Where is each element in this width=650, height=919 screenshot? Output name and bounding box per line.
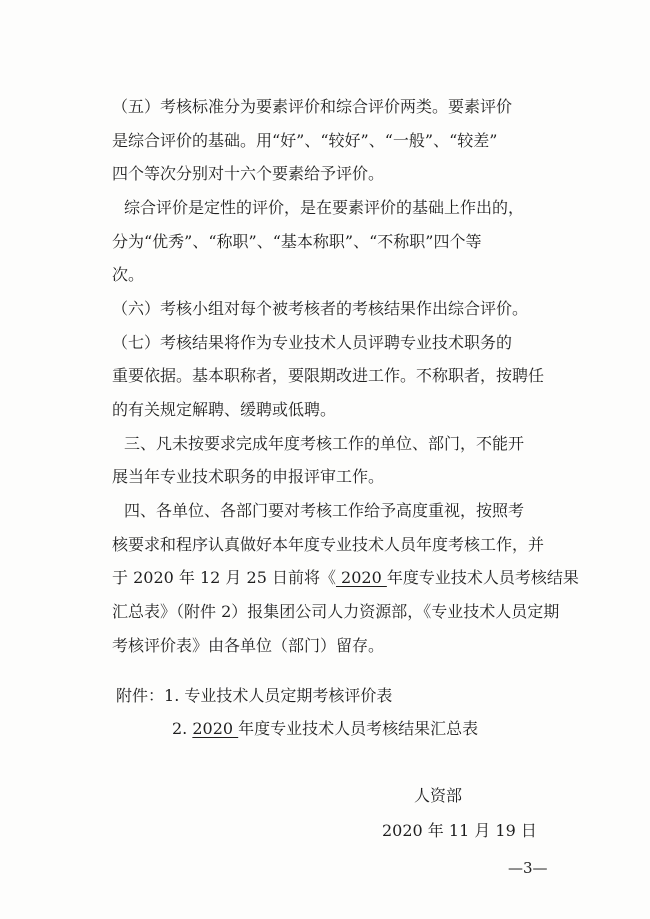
body-line: 重要依据。基本职称者，要限期改进工作。不称职者，按聘任 [112, 366, 545, 385]
body-line: （七）考核结果将作为专业技术人员评聘专业技术职务的 [112, 333, 513, 352]
body-text: 年度专业技术人员考核结果 [386, 568, 579, 587]
attachment-item-prefix: 2. [172, 719, 193, 738]
signature-org: 人资部 [414, 786, 463, 805]
attachment-item: 1. 专业技术人员定期考核评价表 [164, 686, 393, 705]
body-line: 分为“优秀”、“称职”、“基本称职”、“不称职”四个等 [112, 232, 482, 251]
body-line: 次。 [112, 265, 145, 284]
attachments-line-2 [172, 719, 478, 739]
body-line: 考核评价表》由各单位（部门）留存。 [112, 636, 385, 655]
body-line: 是综合评价的基础。用“好”、“较好”、“一般”、“较差” [112, 131, 498, 150]
body-line: （六）考核小组对每个被考核者的考核结果作出综合评价。 [112, 299, 529, 318]
page-number: —3— [508, 859, 548, 877]
body-line: （五）考核标准分为要素评价和综合评价两类。要素评价 [112, 97, 513, 116]
body-line: 的有关规定解聘、缓聘或低聘。 [112, 400, 337, 419]
body-line: 展当年专业技术职务的申报评审工作。 [112, 467, 385, 486]
underlined-year: 2020 [335, 568, 387, 587]
signature-date: 2020 年 11 月 19 日 [382, 821, 537, 840]
body-line: 综合评价是定性的评价，是在要素评价的基础上作出的， [124, 198, 525, 217]
body-line: 四、各单位、各部门要对考核工作给予高度重视，按照考 [124, 501, 525, 520]
body-line [112, 568, 579, 588]
attachments-label: 附件： [116, 686, 165, 705]
attachment-item: 年度专业技术人员考核结果汇总表 [238, 719, 479, 738]
attachments-line-1 [116, 686, 392, 706]
underlined-year: 2020 [192, 719, 239, 738]
body-line: 汇总表》（附件 2）报集团公司人力资源部，《专业技术人员定期 [112, 602, 560, 621]
body-line: 三、凡未按要求完成年度考核工作的单位、部门，不能开 [124, 434, 525, 453]
body-line: 核要求和程序认真做好本年度专业技术人员年度考核工作，并 [112, 535, 545, 554]
body-line: 四个等次分别对十六个要素给予评价。 [112, 164, 385, 183]
body-text: 于 2020 年 12 月 25 日前将《 [112, 568, 336, 587]
